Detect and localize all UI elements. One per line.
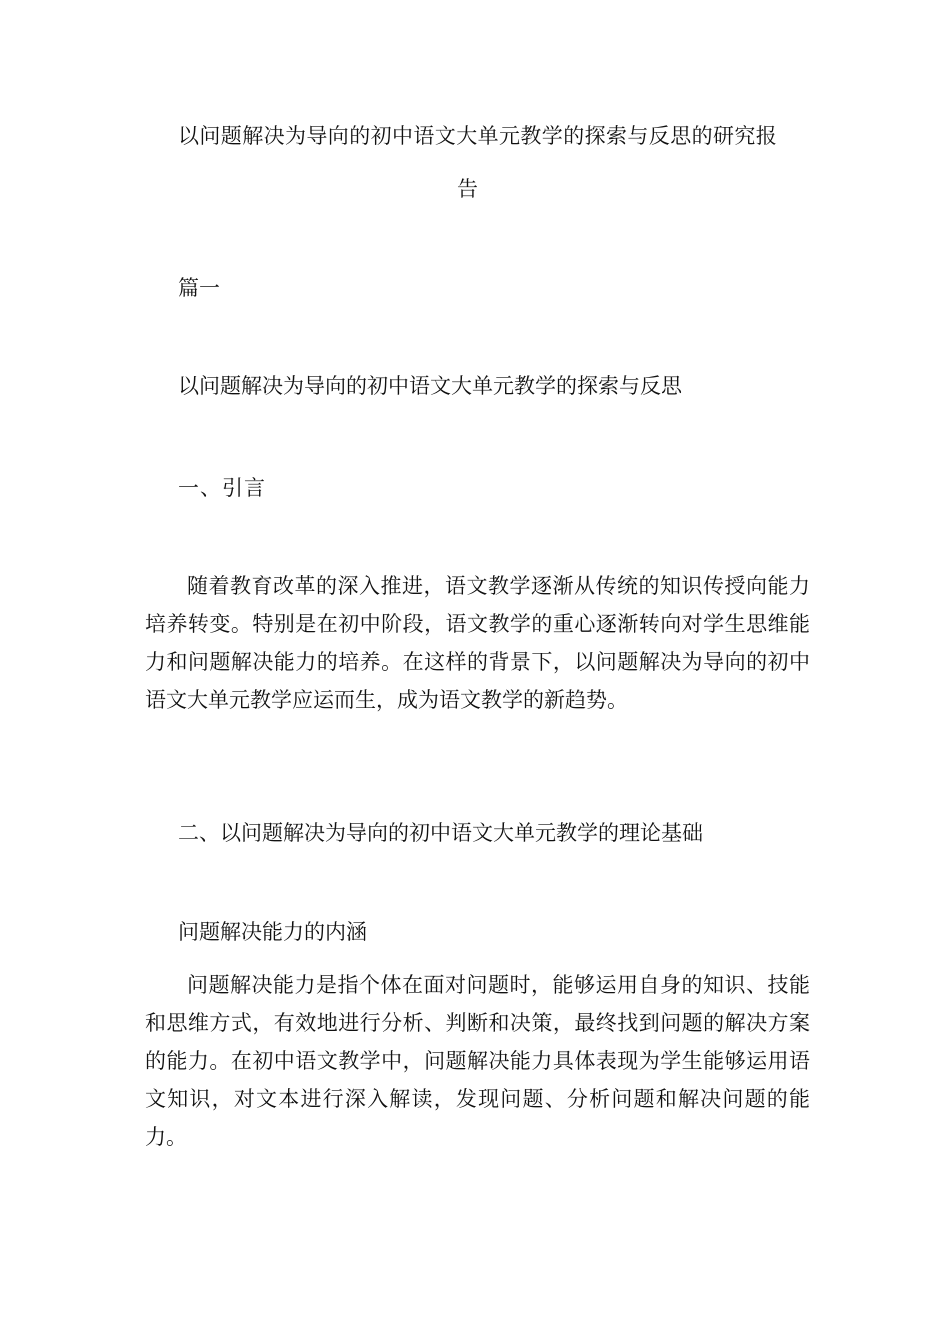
introduction-paragraph: 随着教育改革的深入推进，语文教学逐渐从传统的知识传授向能力培养转变。特别是在初中阶段，语文教学的重心逐渐转向对学生思维能力和问题解决能力的培养。在这样的背景下，以问题解决为导向的初中语文大单元教学应运而生，成为语文教学的新趋势。 xyxy=(145,574,810,712)
part-label: 篇一 xyxy=(178,276,220,300)
article-subtitle: 以问题解决为导向的初中语文大单元教学的探索与反思 xyxy=(178,374,682,398)
subsection-paragraph: 问题解决能力是指个体在面对问题时，能够运用自身的知识、技能和思维方式，有效地进行分析、判断和决策，最终找到问题的解决方案的能力。在初中语文教学中，问题解决能力具体表现为学生能够运用语文知识，对文本进行深入解读，发现问题、分析问题和解决问题的能力。 xyxy=(145,973,810,1149)
section-heading-theory: 二、以问题解决为导向的初中语文大单元教学的理论基础 xyxy=(178,821,703,845)
subsection-heading: 问题解决能力的内涵 xyxy=(178,920,367,944)
section-heading-introduction: 一、引言 xyxy=(178,476,266,500)
report-title-line-1: 以问题解决为导向的初中语文大单元教学的探索与反思的研究报 xyxy=(178,124,778,148)
report-title-line-2: 告 xyxy=(457,177,478,201)
